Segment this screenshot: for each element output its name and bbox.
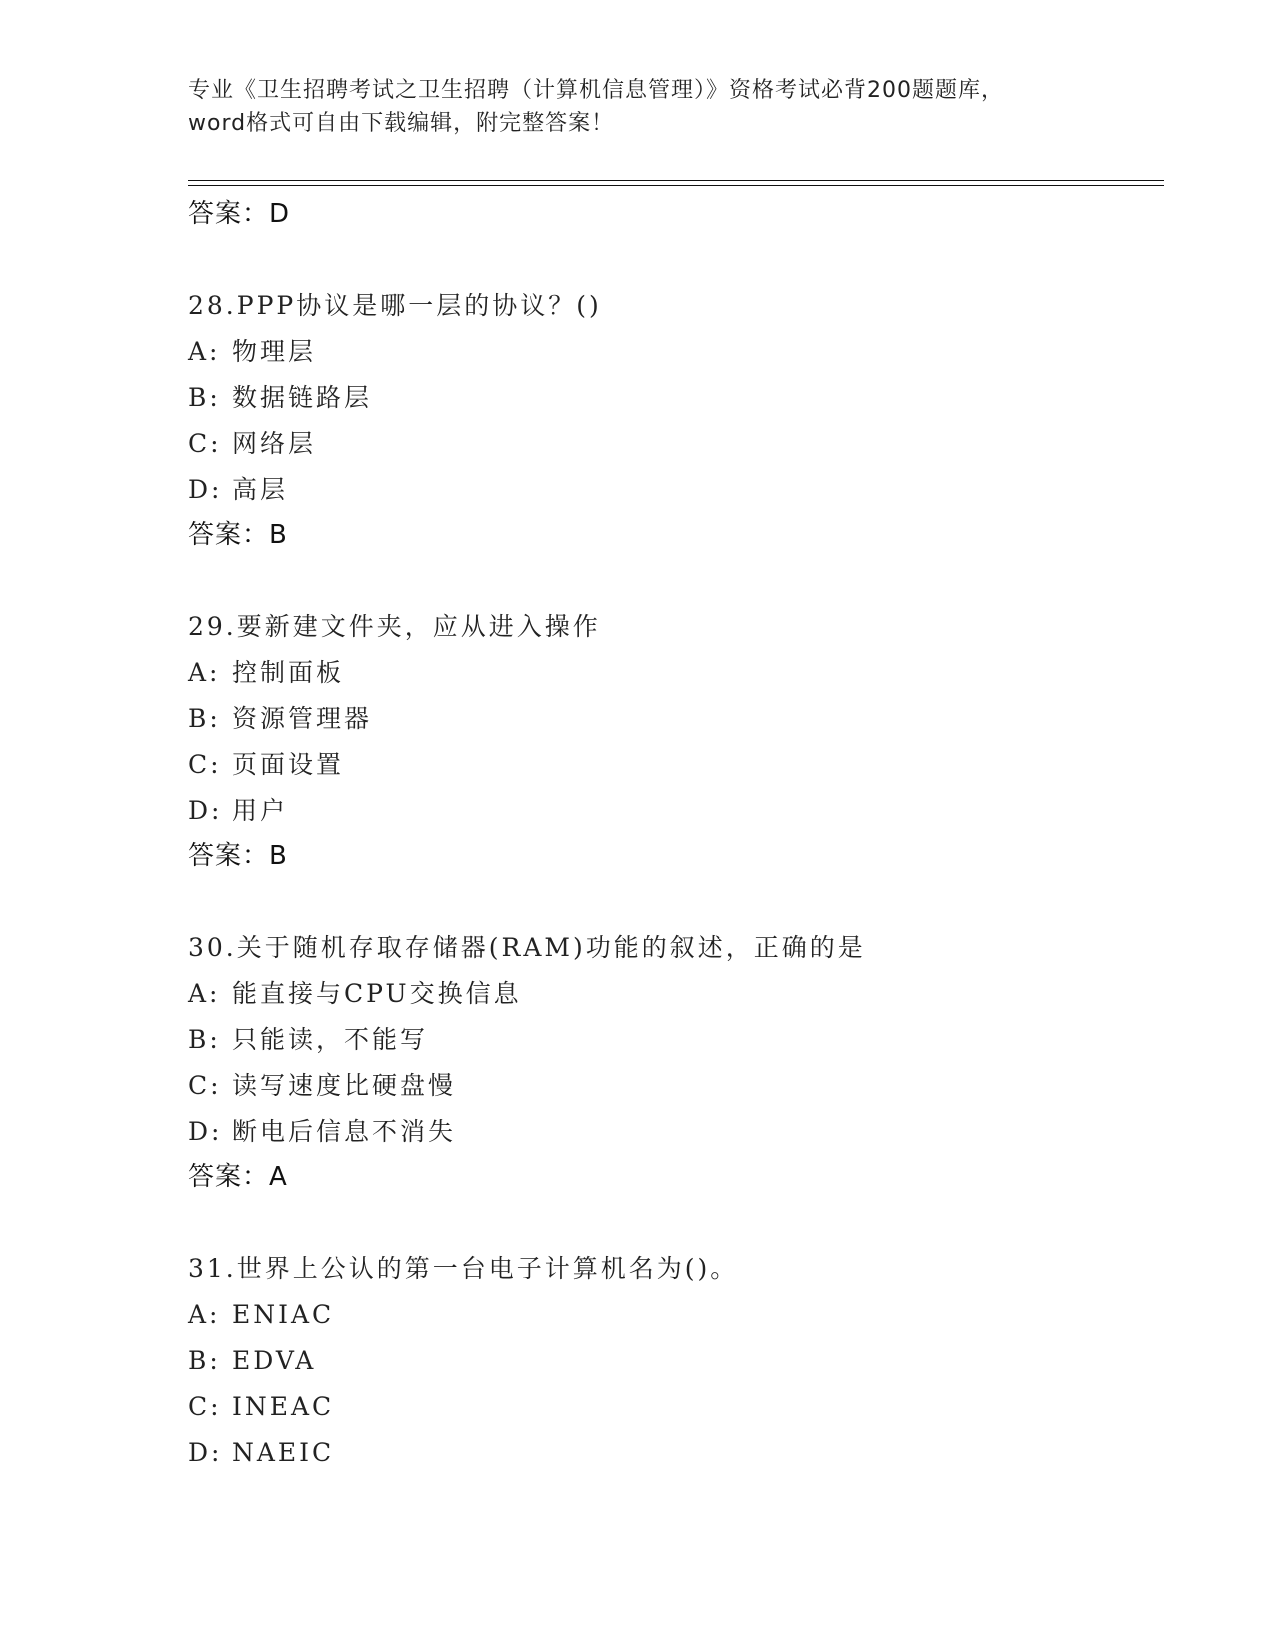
question-title: 29.要新建文件夹，应从进入操作: [188, 612, 601, 641]
option-text: INEAC: [232, 1392, 335, 1421]
spacer: [188, 1199, 1148, 1246]
spacer: [188, 878, 1148, 925]
option-text: EDVA: [232, 1346, 317, 1375]
option-text: ENIAC: [232, 1300, 335, 1329]
option-key: C:: [188, 1071, 222, 1100]
option-c: [188, 1384, 1148, 1430]
option-key: B:: [188, 1346, 221, 1375]
option-text: 控制面板: [232, 658, 345, 687]
option-b: [188, 375, 1148, 421]
document-header: [188, 74, 1088, 140]
option-key: C:: [188, 750, 222, 779]
option-d: [188, 1109, 1148, 1155]
option-c: [188, 742, 1148, 788]
option-a: [188, 329, 1148, 375]
option-key: D:: [188, 1117, 223, 1146]
option-key: D:: [188, 1438, 223, 1467]
question-title: 30.关于随机存取存储器(RAM)功能的叙述，正确的是: [188, 933, 866, 962]
option-text: 页面设置: [232, 750, 345, 779]
option-key: B:: [188, 1025, 221, 1054]
option-key: B:: [188, 383, 221, 412]
option-text: 物理层: [232, 337, 317, 366]
option-a: [188, 650, 1148, 696]
header-divider-bottom: [188, 185, 1164, 186]
header-line-1: 专业《卫生招聘考试之卫生招聘（计算机信息管理）》资格考试必背200题题库，: [188, 78, 1004, 103]
option-key: A:: [188, 979, 221, 1008]
answer-label: 答案：B: [188, 520, 288, 550]
option-key: A:: [188, 658, 221, 687]
option-a: [188, 971, 1148, 1017]
question-title: 31.世界上公认的第一台电子计算机名为()。: [188, 1254, 739, 1283]
header-line-2: word格式可自由下载编辑，附完整答案！: [188, 111, 615, 136]
question-block: [188, 604, 1148, 878]
option-a: [188, 1292, 1148, 1338]
question-block: [188, 925, 1148, 1199]
option-text: 读写速度比硬盘慢: [232, 1071, 457, 1100]
option-b: [188, 1017, 1148, 1063]
answer-label: 答案：A: [188, 1162, 288, 1192]
question-title: 28.PPP协议是哪一层的协议？(): [188, 291, 602, 320]
answer-label: 答案：D: [188, 199, 291, 229]
option-key: C:: [188, 1392, 222, 1421]
option-text: NAEIC: [232, 1438, 335, 1467]
option-text: 资源管理器: [232, 704, 373, 733]
option-b: [188, 1338, 1148, 1384]
spacer: [188, 557, 1148, 604]
option-text: 只能读，不能写: [232, 1025, 429, 1054]
option-text: 网络层: [232, 429, 317, 458]
option-b: [188, 696, 1148, 742]
option-key: C:: [188, 429, 222, 458]
option-d: [188, 788, 1148, 834]
answer-label: 答案：B: [188, 841, 288, 871]
option-key: D:: [188, 796, 223, 825]
question-list: [188, 192, 1148, 1476]
option-key: B:: [188, 704, 221, 733]
option-d: [188, 467, 1148, 513]
option-text: 用户: [232, 796, 289, 825]
option-text: 能直接与CPU交换信息: [232, 979, 522, 1008]
option-text: 断电后信息不消失: [232, 1117, 457, 1146]
option-d: [188, 1430, 1148, 1476]
option-c: [188, 421, 1148, 467]
option-text: 高层: [232, 475, 289, 504]
option-text: 数据链路层: [232, 383, 373, 412]
question-block: [188, 283, 1148, 557]
spacer: [188, 236, 1148, 283]
option-key: A:: [188, 337, 221, 366]
header-divider-top: [188, 180, 1164, 181]
option-key: D:: [188, 475, 223, 504]
option-c: [188, 1063, 1148, 1109]
question-block: [188, 1246, 1148, 1476]
option-key: A:: [188, 1300, 221, 1329]
